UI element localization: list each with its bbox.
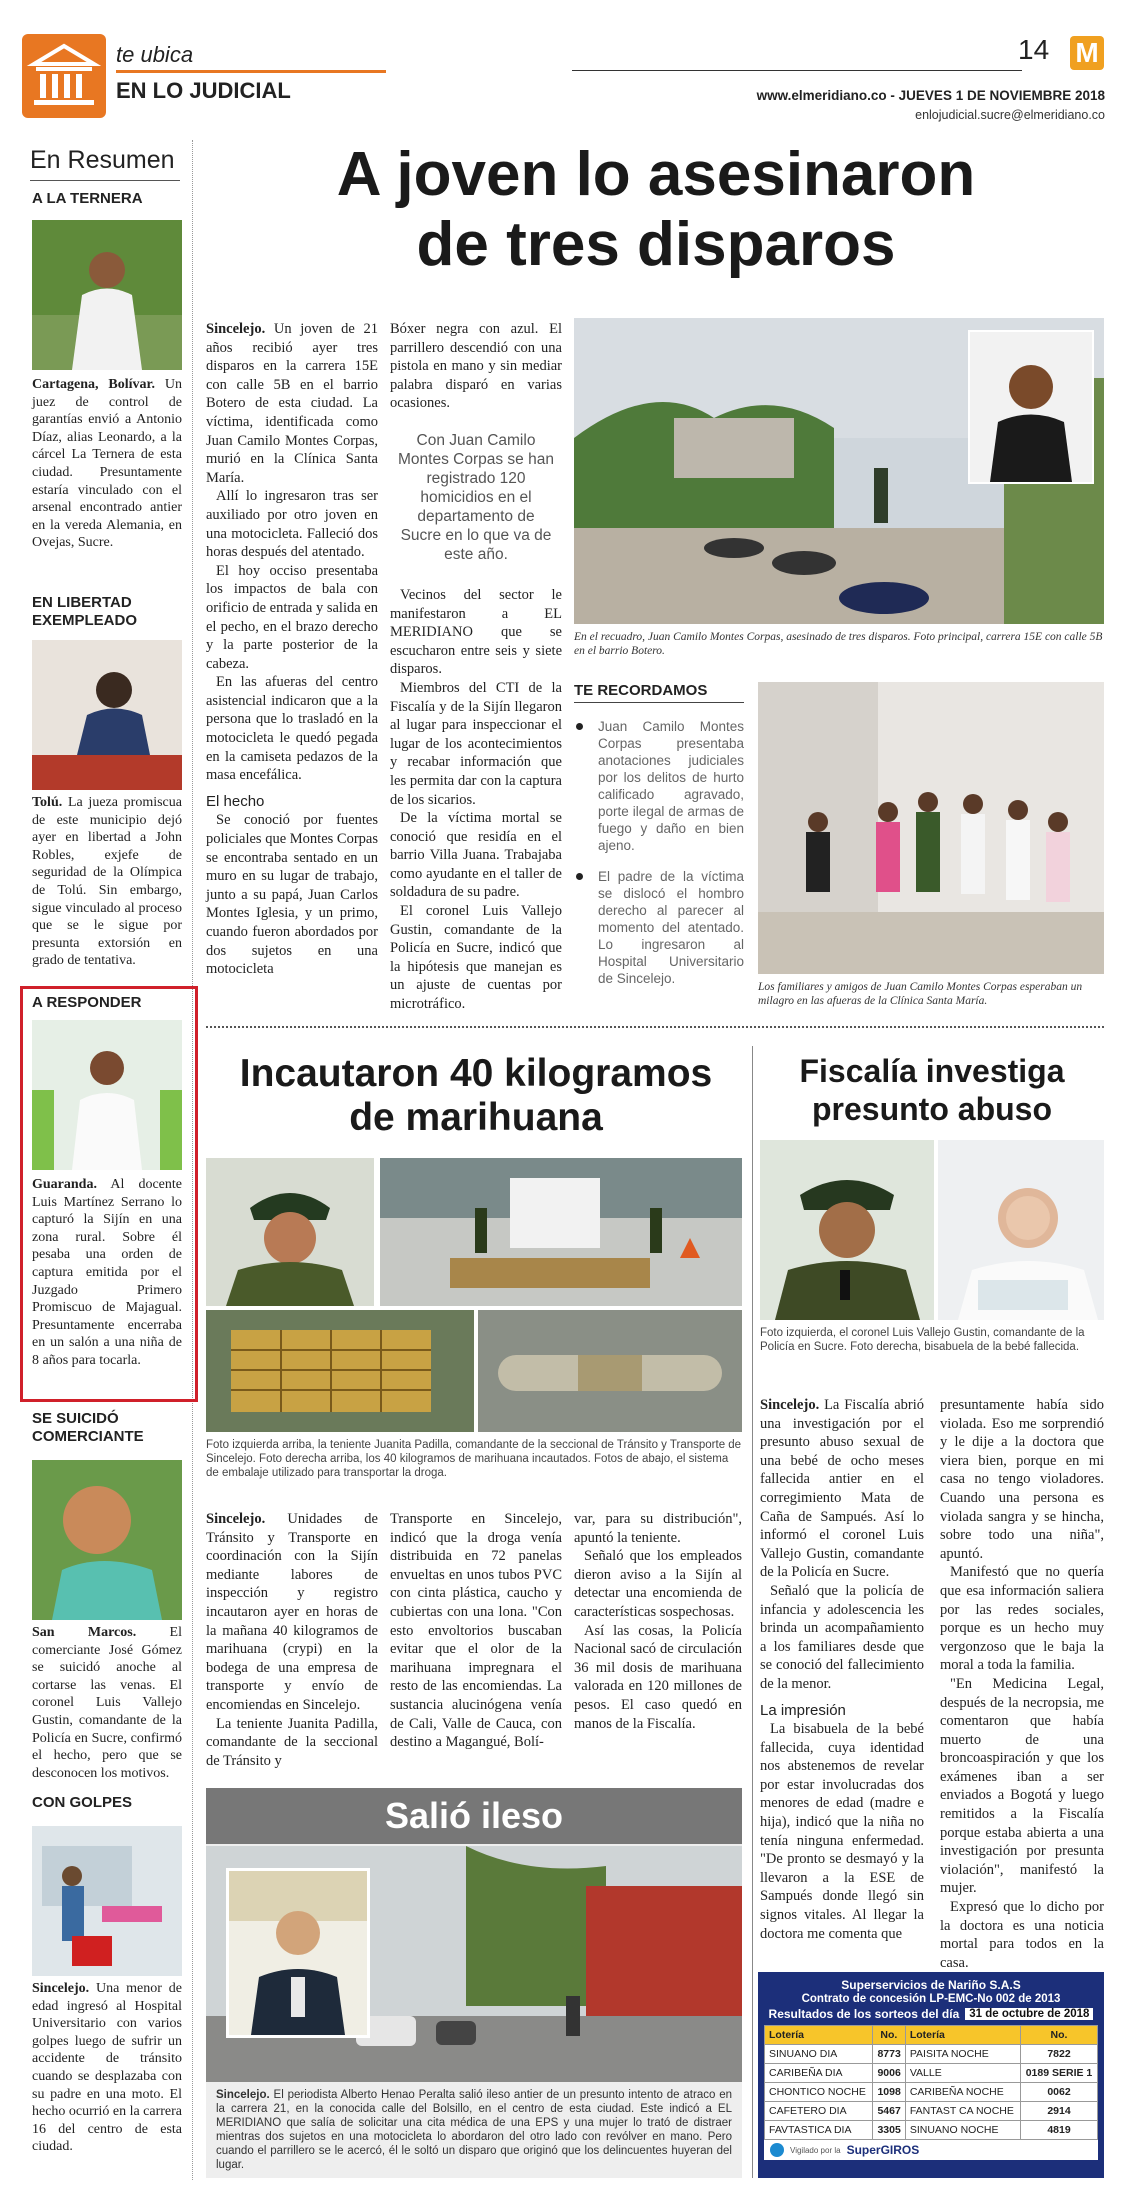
lottery-footer xyxy=(764,2140,1098,2160)
main-photo-inset-victim xyxy=(968,330,1094,484)
lottery-col-header: Lotería xyxy=(765,2026,873,2045)
list-item xyxy=(574,718,744,854)
pull-quote: Con Juan Camilo Montes Corpas se han registrado 120 homicidios en el departamento de Sucre en lo que va de este año. xyxy=(398,431,554,563)
paragraph: Vecinos del sector le manifestaron a EL MERIDIANO que se escucharon entre seis y siete disparos. xyxy=(390,586,562,678)
fiscalia-headline-line2: presunto abuso xyxy=(811,1091,1052,1127)
lottery-number: 8773 xyxy=(872,2045,905,2064)
sidebar-item-body: Un juez de control de garantías envió a Antonio Díaz, alias Leonardo, a la cárcel La Ternera de esta ciudad. Presuntamente estaría vinculado con el arsenal encontrado antier en la vereda Alemania, en Ovejas, Sucre. xyxy=(32,377,182,551)
lottery-name: CARIBEÑA NOCHE xyxy=(905,2083,1020,2102)
lottery-number: 5467 xyxy=(872,2102,905,2121)
logo-letter: M xyxy=(1075,37,1099,68)
marihuana-photo-packages xyxy=(206,1310,474,1432)
marihuana-col1 xyxy=(206,1510,378,1770)
section-divider xyxy=(206,1026,1104,1028)
paragraph: El hoy occiso presentaba los impactos de bala con orificio de entrada y salida en el pecho, en el brazo derecho y la parte posterior de la cabeza. xyxy=(206,562,378,672)
lottery-date: 31 de octubre de 2018 xyxy=(965,2008,1093,2020)
section-underline xyxy=(116,70,386,73)
sidebar-title-rule xyxy=(30,180,180,181)
lottery-table-wrap xyxy=(764,2025,1098,2160)
paragraph: presuntamente había sido violada. Eso me sorprendió y le dije a la doctora que viera bien, porque en mi casa no tengo violadores. Cuando una persona es violada sangra y se hincha, sobre todo una niña", apuntó. xyxy=(940,1397,1104,1562)
bullet-icon xyxy=(576,723,583,730)
paragraph: Unidades de Tránsito y Transporte en coordinación con la Sijín mediante labores de inspección y registro incautaron ayer en horas de la mañana 40 kilogramos de marihuana (crypi) en la bodega de una empresa de transporte y envío de encomiendas en Sincelejo. xyxy=(206,1511,378,1713)
fiscalia-col1 xyxy=(760,1396,924,1943)
lottery-number: 3305 xyxy=(872,2121,905,2140)
paragraph: Señaló que la policía de infancia y adolescencia les brinda un acompañamiento a los familiares desde que se conoció del fallecimiento de la menor. xyxy=(760,1582,924,1692)
sidebar-item-place: Cartagena, Bolívar. xyxy=(32,377,155,392)
dateline: Sincelejo. xyxy=(760,1397,820,1413)
fiscalia-photo-grandmother xyxy=(938,1140,1104,1320)
lottery-name: FAVTASTICA DIA xyxy=(765,2121,873,2140)
lottery-line2: Contrato de concesión LP-EMC-No 002 de 2013 xyxy=(801,1993,1061,2005)
sidebar-photo-golpes xyxy=(32,1826,182,1976)
lottery-name: VALLE xyxy=(905,2064,1020,2083)
marihuana-headline-line1: Incautaron 40 kilogramos xyxy=(239,1052,713,1095)
lottery-col-header: No. xyxy=(872,2026,905,2045)
lottery-line1: Superservicios de Nariño S.A.S xyxy=(841,1978,1021,1992)
sidebar-item-heading: EN LIBERTAD EXEMPLEADO xyxy=(32,594,138,629)
marihuana-caption: Foto izquierda arriba, la teniente Juanita Padilla, comandante de la seccional de Tránsito y Transporte de Sincelejo. Foto derecha arriba, los 40 kilogramos de marihuana incautados. Fotos de abajo, el sistema de embalaje utilizado para transportar la droga. xyxy=(206,1439,742,1479)
dateline: Sincelejo. xyxy=(216,2089,270,2101)
lottery-footer-small: Vigilado por la xyxy=(790,2145,841,2155)
sidebar-item-body: Una menor de edad ingresó al Hospital Universitario con varios golpes luego de sufrir un accidente de tránsito cuando se desplazaba con su padre en una moto. El hecho ocurrió en la carrera 16 del centro de esta ciudad. xyxy=(32,1981,183,2155)
ileso-title-bar xyxy=(206,1788,742,1844)
paragraph: La bisabuela de la bebé fallecida, cuya identidad nos abstenemos de revelar por estar involucradas dos menores de edad (madre e hija), indicó que la niña no tenía ninguna enfermedad. "De pronto se desmayó y la llevaron a la ESE de Sampués donde llegó sin signos vitales. Al llegar la doctora me comenta que xyxy=(760,1721,924,1942)
lottery-name: PAISITA NOCHE xyxy=(905,2045,1020,2064)
remember-title: TE RECORDAMOS xyxy=(574,682,708,699)
lottery-col-header: Lotería xyxy=(905,2026,1020,2045)
sidebar-item-body: Al docente Luis Martínez Serrano lo capturó la Sijín en una zona rural. Sobre él pesaba una orden de captura emitida por el Juzgado Primero Promiscuo de Majagual. Presuntamente encerraba en un salón a una niña de 8 años para tocarla. xyxy=(32,1177,182,1368)
sidebar-item-heading: CON GOLPES xyxy=(32,1794,133,1811)
lottery-line3: Resultados de los sorteos del día xyxy=(768,2007,960,2021)
paragraph: Un joven de 21 años recibió ayer tres disparos en la carrera 15E con calle 5B en el barrio Botero de esta ciudad. La víctima, identificada como Juan Camilo Montes Corpas, murió en la Clínica Santa María. xyxy=(206,321,378,486)
sidebar-item-text xyxy=(32,794,182,970)
table-row xyxy=(765,2064,1098,2083)
section-label-big: EN LO JUDICIAL xyxy=(116,78,291,103)
lottery-panel xyxy=(758,1972,1104,2178)
dateline: Sincelejo. xyxy=(206,1511,266,1527)
marihuana-headline-line2: de marihuana xyxy=(349,1096,603,1139)
paragraph: Se conoció por fuentes policiales que Montes Corpas se encontraba sentado en un muro en su lugar de trabajo, junto a su papá, Juan Carlos Montes Iglesia, y un primo, cuando fueron abordados por dos sujetos en una motocicleta xyxy=(206,812,378,978)
list-item-text: El padre de la víctima se dislocó el hombro derecho al parecer al momento del atentado. Lo ingresaron al Hospital Universitario de Sincelejo. xyxy=(598,869,744,986)
ileso-caption xyxy=(216,2088,732,2172)
page-number: 14 xyxy=(1018,34,1050,65)
marihuana-photo-seized xyxy=(380,1158,742,1306)
courthouse-icon xyxy=(22,34,106,118)
supergiros-logo-icon xyxy=(770,2143,784,2157)
lottery-number: 2914 xyxy=(1021,2102,1098,2121)
paragraph: Expresó que lo dicho por la doctora es una noticia mortal para todos en la casa. xyxy=(940,1899,1104,1971)
paragraph: Allí lo ingresaron tras ser auxiliado por otro joven en una motocicleta. Falleció dos horas después del atentado. xyxy=(206,488,378,561)
paragraph: var, para su distribución", apuntó la teniente. xyxy=(574,1511,742,1546)
lottery-number: 0189 SERIE 1 xyxy=(1021,2064,1098,2083)
table-row xyxy=(765,2121,1098,2140)
site-date: www.elmeridiano.co - JUEVES 1 DE NOVIEMBRE 2018 xyxy=(756,88,1105,103)
main-photo-caption: En el recuadro, Juan Camilo Montes Corpas, asesinado de tres disparos. Foto principal, carrera 15E con calle 5B en el barrio Botero. xyxy=(574,631,1103,657)
sidebar-item-text xyxy=(32,1980,182,2156)
paragraph: Así las cosas, la Policía Nacional sacó de circulación 36 mil dosis de marihuana valorada en 120 millones de pesos. El caso quedó en manos de la Fiscalía. xyxy=(574,1622,742,1732)
subheading: La impresión xyxy=(760,1701,846,1719)
paragraph: De la víctima mortal se conoció que residía en el barrio Villa Juana. Trabajaba como ayudante en el taller de soldadura de su padre. xyxy=(390,810,562,901)
paragraph: La teniente Juanita Padilla, comandante de la seccional de Tránsito y xyxy=(206,1715,378,1769)
lottery-number: 1098 xyxy=(872,2083,905,2102)
sidebar-photo-exempleado xyxy=(32,640,182,790)
lottery-number: 7822 xyxy=(1021,2045,1098,2064)
section-label-small: te ubica xyxy=(116,42,194,67)
sidebar-item-text xyxy=(32,1176,182,1370)
lottery-number: 4819 xyxy=(1021,2121,1098,2140)
fiscalia-col2 xyxy=(940,1396,1104,1972)
clinic-photo-caption: Los familiares y amigos de Juan Camilo Montes Corpas esperaban un milagro en las afueras de la Clínica Santa María. xyxy=(758,981,1083,1007)
paragraph: Manifestó que no quería que esa información saliera por las redes sociales, porque es un hecho muy vergonzoso que le baja la moral a toda la familia. xyxy=(940,1564,1104,1674)
main-headline-line1: A joven lo asesinaron xyxy=(336,140,976,209)
main-photo-clinic xyxy=(758,682,1104,974)
sidebar-item-heading: A RESPONDER xyxy=(32,994,142,1011)
marihuana-col2 xyxy=(390,1510,562,1752)
sidebar-item-heading: A LA TERNERA xyxy=(32,190,143,207)
fiscalia-photo-colonel xyxy=(760,1140,934,1320)
paragraph: Señaló que los empleados dieron aviso a la Sijín al detectar una encomienda de características sospechosas. xyxy=(574,1548,742,1620)
sidebar-item-place: Sincelejo. xyxy=(32,1981,90,1996)
lottery-table xyxy=(764,2025,1098,2140)
lottery-name: CHONTICO NOCHE xyxy=(765,2083,873,2102)
header-rule xyxy=(572,70,1022,71)
paragraph: El coronel Luis Vallejo Gustin, comandante de la Policía en Sucre, indicó que la hipótesis que manejan es un ajuste de cuentas por microtráfico. xyxy=(390,903,562,1013)
masthead-logo xyxy=(1070,36,1104,70)
table-row xyxy=(765,2045,1098,2064)
main-headline-line2: de tres disparos xyxy=(416,210,896,279)
paragraph: En las afueras del centro asistencial indicaron que a la persona que lo trasladó en la motocicleta le quedó pegada en la camiseta pedazos de la masa encefálica. xyxy=(206,674,378,784)
lottery-header-row xyxy=(765,2026,1098,2045)
bullet-icon xyxy=(576,873,583,880)
remember-rule xyxy=(574,702,744,703)
paragraph: La Fiscalía abrió una investigación por el presunto abuso sexual de una bebé de ocho meses fallecida antier en el corregimiento Mata de Caña de Sampués. Así lo informó el coronel Luis Vallejo Gustin, comandante de la Policía en Sucre. xyxy=(760,1397,924,1581)
paragraph: Miembros del CTI de la Fiscalía y de la Sijín llegaron al lugar para inspeccionar el lugar de los acontecimientos y recabar información que les permita dar con la captura de los sicarios. xyxy=(390,679,562,808)
marihuana-photo-officer xyxy=(206,1158,374,1306)
lottery-footer-brand: SuperGIROS xyxy=(846,2143,920,2157)
marihuana-photo-tube xyxy=(478,1310,742,1432)
sidebar-photo-comerciante xyxy=(32,1460,182,1620)
lottery-name: CAFETERO DIA xyxy=(765,2102,873,2121)
lottery-name: CARIBEÑA DIA xyxy=(765,2064,873,2083)
lottery-number: 9006 xyxy=(872,2064,905,2083)
contact-email[interactable]: enlojudicial.sucre@elmeridiano.co xyxy=(915,108,1105,122)
lottery-name: SINUANO NOCHE xyxy=(905,2121,1020,2140)
sidebar-photo-responder xyxy=(32,1020,182,1170)
dateline: Sincelejo. xyxy=(206,321,266,337)
list-item-text: Juan Camilo Montes Corpas presentaba anotaciones judiciales por los delitos de hurto calificado agravado, porte ilegal de armas de fuego y daño en bien ajeno. xyxy=(598,719,744,853)
table-row xyxy=(765,2083,1098,2102)
sidebar-item-place: Guaranda. xyxy=(32,1177,97,1192)
paragraph: Transporte en Sincelejo, indicó que la droga venía distribuida en 72 panelas envueltas en unos tubos PVC con cinta plástica, caucho y cubiertas con una lona. "Con esto envoltorios buscaban evitar que el olor de la marihuana impregnara el resto de las encomiendas. La sustancia alucinógena venía de Cali, Valle de Cauca, con destino a Magangué, Bolí- xyxy=(390,1511,562,1751)
lottery-number: 0062 xyxy=(1021,2083,1098,2102)
sidebar-item-text xyxy=(32,1624,182,1782)
lottery-col-header: No. xyxy=(1021,2026,1098,2045)
sidebar-item-text xyxy=(32,376,182,552)
sidebar-item-body: El comerciante José Gómez se suicidó anoche al cortarse las venas. El coronel Luis Vallejo Gustin, comandante de la Policía en Sucre, confirmó el hecho, pero que se desconocen los motivos. xyxy=(32,1625,182,1781)
list-item xyxy=(574,868,744,987)
main-col2 xyxy=(390,320,562,1014)
sidebar-item-place: Tolú. xyxy=(32,795,63,810)
paragraph: "En Medicina Legal, después de la necropsia, me comentaron que había muerto de una broncoaspiración y que los exámenes iban a ser enviados a Bogotá y luego remitidos a la Fiscalía porque estaba abierta a una investigación por presunta violación", manifestó la mujer. xyxy=(940,1675,1104,1897)
column-divider xyxy=(752,1046,753,2178)
lottery-name: FANTAST CA NOCHE xyxy=(905,2102,1020,2121)
section-logo xyxy=(22,34,106,118)
main-col1 xyxy=(206,320,378,979)
sidebar-item-place: San Marcos. xyxy=(32,1625,137,1640)
remember-list xyxy=(574,718,744,987)
ileso-title: Salió ileso xyxy=(384,1795,564,1836)
lottery-results-row xyxy=(758,2007,1104,2021)
marihuana-headline xyxy=(206,1052,746,1140)
fiscalia-headline-line1: Fiscalía investiga xyxy=(799,1053,1065,1089)
paragraph: Bóxer negra con azul. El parrillero descendió con una pistola en mano y sin mediar palabra disparó en varias ocasiones. xyxy=(390,321,562,412)
table-row xyxy=(765,2102,1098,2121)
subheading: El hecho xyxy=(206,792,265,810)
sidebar-item-body: La jueza promiscua de este municipio dejó ayer en libertad a John Robles, exjefe de seguridad de la Olímpica de Tolú. Sin embargo, sigue vinculado al proceso que se le sigue por presunta extorsión en grado de tentativa. xyxy=(32,795,182,969)
ileso-caption-text: El periodista Alberto Henao Peralta salió ileso antier de un presunto intento de atraco en la carrera 21, en la conocida calle del Bolsillo, en el centro de esta ciudad. Este indicó a EL MERIDIANO que salía de solicitar una cita médica de una EPS y una mujer lo trató de distraer mientras dos sujetos en una motocicleta lo abordaron del otro lado con revólver en mano. Pero cuando el parrillero se le acercó, él le soltó un disparo que originó que los delincuentes huyeran del lugar. xyxy=(216,2089,732,2171)
sidebar-item-heading: SE SUICIDÓ COMERCIANTE xyxy=(32,1410,144,1445)
main-headline xyxy=(206,140,1106,280)
sidebar-title: En Resumen xyxy=(30,146,175,174)
lottery-name: SINUANO DIA xyxy=(765,2045,873,2064)
ileso-photo-inset-journalist xyxy=(226,1868,370,2038)
marihuana-col3 xyxy=(574,1510,742,1733)
fiscalia-caption: Foto izquierda, el coronel Luis Vallejo Gustin, comandante de la Policía en Sucre. Foto derecha, bisabuela de la bebé fallecida. xyxy=(760,1327,1085,1353)
sidebar-photo-ternera xyxy=(32,220,182,370)
fiscalia-headline xyxy=(760,1052,1104,1128)
